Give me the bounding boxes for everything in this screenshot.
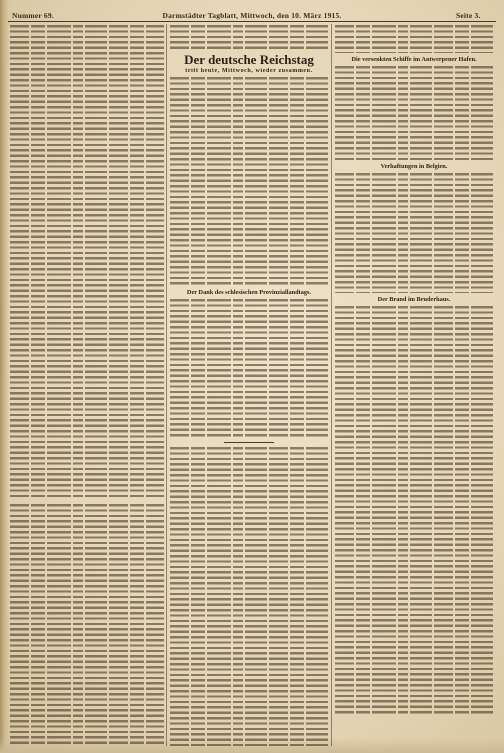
belgien-article-text <box>335 173 493 293</box>
column-rule-right <box>331 24 332 746</box>
reichstag-article-text <box>170 77 328 285</box>
newspaper-title-date: Darmstädter Tagblatt, Mittwoch, den 10. März 1915. <box>162 11 342 20</box>
reichstag-headline: Der deutsche Reichstag <box>184 53 314 67</box>
middle-column-text-block <box>170 447 328 746</box>
masthead-rule <box>8 21 496 22</box>
page-binding-edge <box>0 0 9 753</box>
left-column-text-block <box>10 25 164 500</box>
provinziallandtag-article-text <box>170 299 328 438</box>
issue-number: Nummer 69. <box>12 11 54 20</box>
column-rule-left <box>166 24 167 746</box>
reichstag-lead: tritt heute, Mittwoch, wieder zusammen. <box>185 68 313 74</box>
belgien-headline: Verhaftungen in Belgien. <box>380 163 448 170</box>
bruderhaus-headline: Der Brand im Bruderhaus. <box>377 296 451 303</box>
article-separator <box>224 442 274 443</box>
left-column-text-block <box>10 504 164 746</box>
antwerpen-article-text <box>335 66 493 160</box>
middle-column-text-block <box>170 25 328 52</box>
provinziallandtag-headline: Der Dank des schlesischen Provinziallandtags. <box>186 289 312 296</box>
page-number: Seite 3. <box>456 11 481 20</box>
bruderhaus-article-text <box>335 306 493 716</box>
right-column-text-block <box>335 25 493 53</box>
antwerpen-headline: Die versenkten Schiffe im Antwerpener Hafen. <box>351 56 477 63</box>
